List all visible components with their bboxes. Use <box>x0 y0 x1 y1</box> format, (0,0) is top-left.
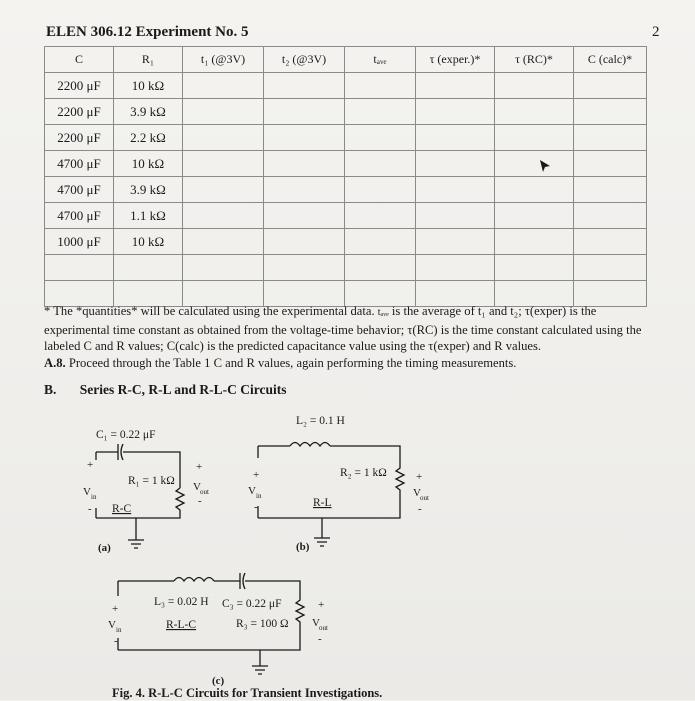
circuit-c-minus: - <box>114 635 118 647</box>
table-cell: 10 kΩ <box>114 229 183 255</box>
table-cell <box>495 151 574 177</box>
circuit-b-vin: V <box>248 485 256 497</box>
table-cell <box>345 229 416 255</box>
circuit-a-vout-sub: out <box>200 488 209 496</box>
page-number: 2 <box>652 24 660 40</box>
column-header: t₂ (@3V) <box>264 47 345 73</box>
circuit-c-vout-sub: out <box>319 624 328 632</box>
table-cell <box>495 125 574 151</box>
circuit-a-name: R-C <box>112 503 132 515</box>
circuit-c-inductor-label: L₃ = 0.02 H <box>154 596 209 608</box>
table-row <box>45 125 647 151</box>
table-cell <box>183 203 264 229</box>
table-cell <box>264 203 345 229</box>
table-cell <box>264 177 345 203</box>
circuit-a-vout-minus: - <box>198 495 202 507</box>
table-cell <box>345 177 416 203</box>
circuit-c-name: R-L-C <box>166 619 197 631</box>
table-cell: 4700 μF <box>45 151 114 177</box>
column-header: C (calc)* <box>574 47 647 73</box>
circuit-a-vin-sub: in <box>91 493 97 501</box>
table-row <box>45 99 647 125</box>
table-header-row <box>45 47 647 73</box>
circuit-b-name: R-L <box>313 497 332 509</box>
table-cell <box>416 151 495 177</box>
table-cell <box>495 255 574 281</box>
table-row <box>45 73 647 99</box>
table-cell <box>574 229 647 255</box>
column-header: t₁ (@3V) <box>183 47 264 73</box>
table-cell: 2200 μF <box>45 125 114 151</box>
document-title: ELEN 306.12 Experiment No. 5 <box>46 24 249 40</box>
section-heading <box>44 382 287 398</box>
table-cell: 4700 μF <box>45 203 114 229</box>
table-cell <box>264 151 345 177</box>
table-cell: 2200 μF <box>45 73 114 99</box>
circuit-a-vin: V <box>83 486 91 498</box>
note-t-ave: tₐᵥₑ <box>377 307 389 318</box>
table-cell <box>574 203 647 229</box>
table-cell <box>345 255 416 281</box>
circuit-b-vout-plus: + <box>416 471 423 483</box>
circuit-b-vin-sub: in <box>256 492 262 500</box>
table-cell <box>574 99 647 125</box>
column-header: tₐᵥₑ <box>345 47 416 73</box>
table-cell <box>45 255 114 281</box>
circuit-a-minus: - <box>88 503 92 515</box>
figure-caption: Fig. 4. R-L-C Circuits for Transient Investigations. <box>112 686 383 700</box>
table-cell <box>183 255 264 281</box>
table-cell <box>264 73 345 99</box>
table-cell <box>416 203 495 229</box>
table-cell <box>574 73 647 99</box>
table-cell <box>114 255 183 281</box>
table-row <box>45 151 647 177</box>
table-cell <box>183 99 264 125</box>
circuit-b-plus: + <box>253 469 260 481</box>
table-cell <box>416 255 495 281</box>
circuit-c-fig: (c) <box>212 675 225 687</box>
table-cell: 1.1 kΩ <box>114 203 183 229</box>
circuit-a-plus: + <box>87 459 94 471</box>
table-cell <box>495 177 574 203</box>
circuit-c-capacitor-label: C₃ = 0.22 μF <box>222 598 282 610</box>
table-cell <box>345 203 416 229</box>
table-cell <box>495 203 574 229</box>
circuit-c-vin-sub: in <box>116 626 122 634</box>
column-header: C <box>45 47 114 73</box>
table-cell: 2200 μF <box>45 99 114 125</box>
step-label: A.8. <box>44 355 66 370</box>
table-cell <box>264 255 345 281</box>
table-cell: 1000 μF <box>45 229 114 255</box>
table-cell <box>495 229 574 255</box>
circuit-a-capacitor-label: C₁ = 0.22 μF <box>96 429 156 441</box>
table-cell <box>183 151 264 177</box>
table-cell <box>574 177 647 203</box>
circuit-a-fig: (a) <box>98 542 111 554</box>
circuit-a-resistor-label: R₁ = 1 kΩ <box>128 475 175 487</box>
table-cell <box>183 229 264 255</box>
circuit-a-vout: V <box>193 481 201 493</box>
table-row <box>45 255 647 281</box>
circuit-b-inductor-label: L₂ = 0.1 H <box>296 415 345 427</box>
table-cell <box>574 151 647 177</box>
table-body <box>45 73 647 307</box>
column-header: R₁ <box>114 47 183 73</box>
column-header: τ (RC)* <box>495 47 574 73</box>
table-cell <box>345 73 416 99</box>
section-title: Series R-C, R-L and R-L-C Circuits <box>79 382 287 397</box>
table-cell <box>574 255 647 281</box>
table-cell <box>183 73 264 99</box>
table-cell <box>183 177 264 203</box>
step-text: Proceed through the Table 1 C and R values, again performing the timing measurements. <box>68 355 517 370</box>
circuit-b-minus: - <box>254 501 258 513</box>
cursor-arrow-icon <box>538 158 552 174</box>
table-cell <box>345 151 416 177</box>
circuit-b-vout-sub: out <box>420 494 429 502</box>
table-cell <box>264 99 345 125</box>
circuit-c-vout-plus: + <box>318 599 325 611</box>
circuit-c-vin: V <box>108 619 116 631</box>
table-cell <box>416 229 495 255</box>
table-row <box>45 229 647 255</box>
table-cell <box>495 73 574 99</box>
table-cell <box>495 99 574 125</box>
table-cell <box>574 125 647 151</box>
note-paragraph <box>44 303 644 371</box>
measurement-table <box>44 46 647 307</box>
circuit-c-vout: V <box>312 617 320 629</box>
table-cell: 10 kΩ <box>114 73 183 99</box>
table-cell <box>416 177 495 203</box>
circuit-b-fig: (b) <box>296 541 310 553</box>
circuit-c-vout-minus: - <box>318 633 322 645</box>
table-cell <box>345 99 416 125</box>
circuit-diagrams <box>0 400 695 690</box>
table-cell <box>416 99 495 125</box>
circuit-a-vout-plus: + <box>196 461 203 473</box>
table-cell <box>264 125 345 151</box>
table-cell: 10 kΩ <box>114 151 183 177</box>
table-cell: 3.9 kΩ <box>114 177 183 203</box>
table-cell: 4700 μF <box>45 177 114 203</box>
table-row <box>45 177 647 203</box>
table-cell <box>416 73 495 99</box>
circuit-b-vout-minus: - <box>418 503 422 515</box>
note-text-2: is the average of t₁ and t₂; τ(exper) is the experimental time constant as obtained from the voltage-time behavior; τ(RC) is the time constant calculated using the labeled C and R values; C(calc) is the predicted capacitance value using the τ(exper) and R values. <box>44 304 642 353</box>
circuit-c-resistor-label: R₃ = 100 Ω <box>236 618 289 630</box>
note-text-1: The *quantities* will be calculated using the experimental data. <box>53 304 378 318</box>
table-row <box>45 203 647 229</box>
table-cell: 2.2 kΩ <box>114 125 183 151</box>
circuit-b-resistor-label: R₂ = 1 kΩ <box>340 467 387 479</box>
table-cell <box>345 125 416 151</box>
table-cell <box>416 125 495 151</box>
table-cell <box>183 125 264 151</box>
circuit-b-vout: V <box>413 487 421 499</box>
table-cell <box>264 229 345 255</box>
column-header: τ (exper.)* <box>416 47 495 73</box>
note-star: * <box>44 304 51 318</box>
table-cell: 3.9 kΩ <box>114 99 183 125</box>
circuit-c-plus: + <box>112 603 119 615</box>
section-label: B. <box>44 382 57 397</box>
